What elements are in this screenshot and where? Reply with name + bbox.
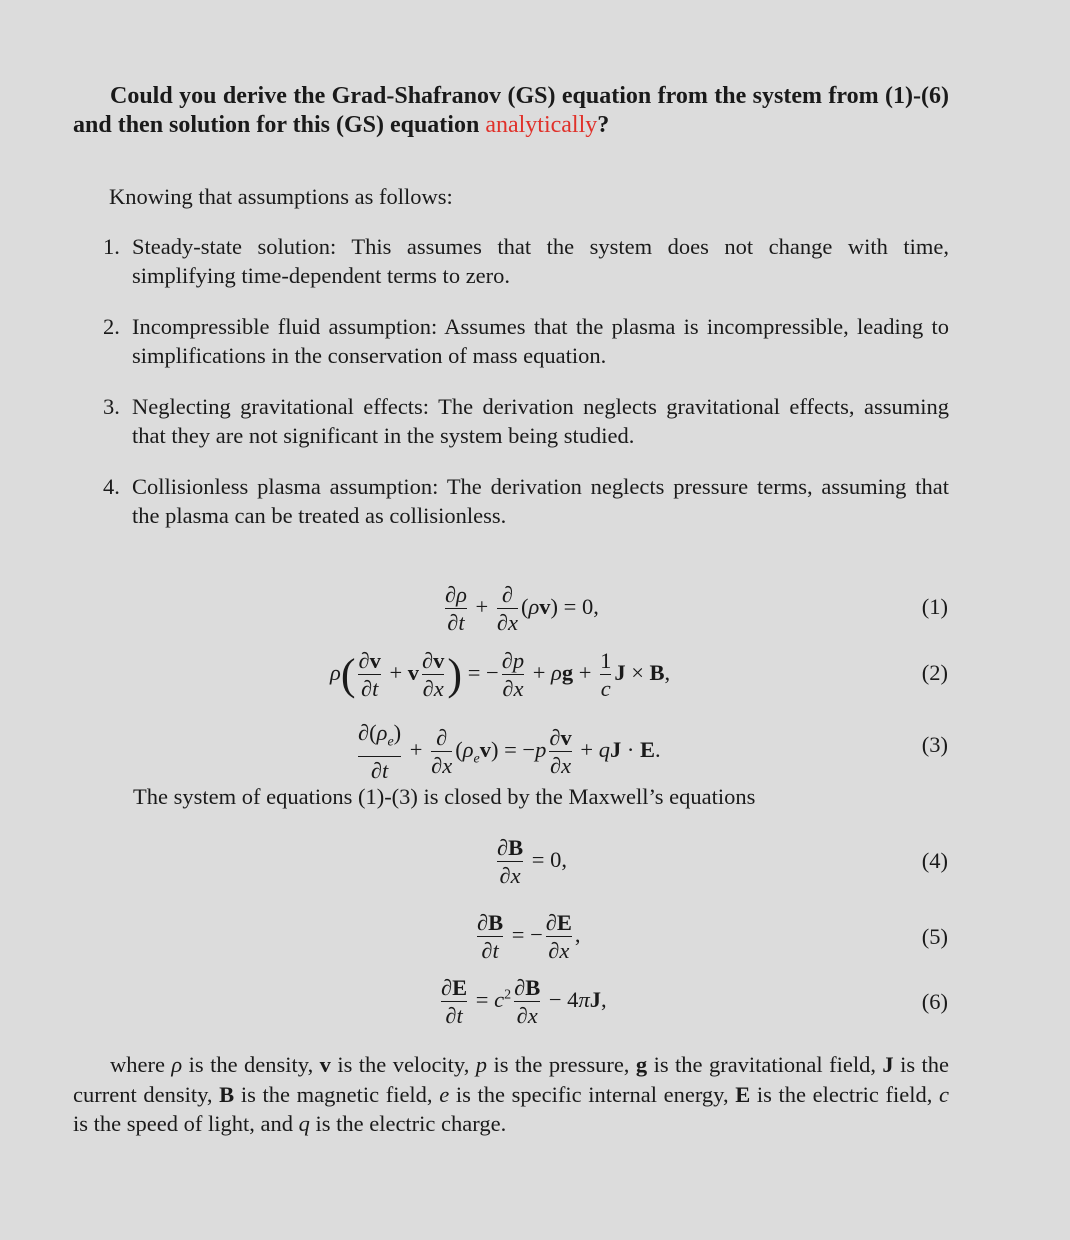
symbol-e-field: E	[735, 1081, 751, 1107]
symbol-p: p	[475, 1052, 488, 1077]
list-item-number: 4.	[103, 474, 120, 499]
list-item-number: 1.	[103, 234, 120, 259]
equation-6: $\frac{\partial E}{\partial t}$ = $c^2$ $\frac{\partial B}{\partial x}$ − 4πJ,	[441, 975, 607, 1028]
defs-text: is the pressure,	[487, 1052, 636, 1077]
symbol-j: J	[882, 1052, 894, 1077]
list-item-text: Neglecting gravitational effects: The derivation neglects gravitational effects, assuming that they are not significant in the system being studied.	[132, 394, 949, 448]
equation-number-5: (5)	[921, 924, 948, 949]
list-item-text: Collisionless plasma assumption: The derivation neglects pressure terms, assuming that the plasma can be treated as collisionless.	[132, 474, 949, 528]
list-item-text: Steady-state solution: This assumes that the system does not change with time, simplifying time-dependent terms to zero.	[132, 234, 949, 288]
defs-text: is the magnetic field,	[234, 1081, 440, 1107]
symbol-e: e	[439, 1081, 450, 1107]
equation-2: ρ( $\frac{\partial v}{\partial t}$ + v $\frac{\partial v}{\partial x}$ ) = − $\frac{\partial p}{\partial x}$ + ρg + $\frac{1}{c}$ J × B,	[330, 648, 671, 701]
defs-text: is the electric charge.	[309, 1111, 507, 1136]
list-item	[73, 392, 949, 450]
question-paragraph	[73, 82, 949, 140]
list-item-number: 2.	[103, 314, 120, 339]
assumptions-intro: Knowing that assumptions as follows:	[109, 184, 453, 209]
defs-text: is the density,	[182, 1052, 320, 1077]
equation-5: $\frac{\partial B}{\partial t}$ = − $\frac{\partial E}{\partial x}$ ,	[477, 910, 581, 963]
symbol-v: v	[319, 1052, 331, 1077]
maxwell-intro: The system of equations (1)-(3) is closed by the Maxwell’s equations	[133, 784, 756, 809]
defs-text: is the velocity,	[330, 1052, 476, 1077]
question-end: ?	[597, 112, 610, 138]
list-item	[73, 472, 949, 530]
symbol-q: q	[298, 1111, 310, 1136]
defs-text: is the current density,	[73, 1052, 950, 1107]
question-text: Could you derive the Grad-Shafranov (GS) equation from the system from (1)-(6) and then solution for this (GS) equation	[73, 83, 949, 138]
defs-text: is the electric field,	[750, 1081, 939, 1107]
defs-text: where	[110, 1052, 172, 1077]
list-item-text: Incompressible fluid assumption: Assumes that the plasma is incompressible, leading to simplifications in the conservation of mass equation.	[132, 314, 949, 368]
symbol-b: B	[219, 1081, 235, 1107]
assumptions-list	[73, 232, 949, 552]
equation-3: $\frac{\partial(\rho_e)}{\partial t}$ + $\frac{\partial}{\partial x}$ $(\rho_ev) = -p$ $\frac{\partial v}{\partial x}$ + qJ · E.	[358, 720, 661, 783]
variable-definitions	[73, 1050, 949, 1139]
symbol-g: g	[635, 1052, 648, 1077]
equation-number-2: (2)	[921, 660, 948, 685]
equation-number-3: (3)	[921, 732, 948, 757]
list-item	[73, 232, 949, 290]
list-item-number: 3.	[103, 394, 120, 419]
question-highlight: analytically	[485, 112, 598, 138]
defs-text: is the specific internal energy,	[449, 1081, 736, 1107]
equation-number-1: (1)	[921, 594, 948, 619]
defs-text: is the speed of light, and	[73, 1111, 299, 1136]
equation-number-6: (6)	[921, 989, 948, 1014]
defs-text: is the gravitational field,	[647, 1052, 883, 1077]
equation-4: $\frac{\partial B}{\partial x}$ = 0,	[497, 835, 567, 888]
equation-number-4: (4)	[921, 848, 948, 873]
equation-1: $\frac{\partial\rho}{\partial t}$ + $\frac{\partial}{\partial x}$ (ρv) = 0,	[445, 582, 599, 635]
symbol-rho: ρ	[171, 1052, 183, 1077]
list-item	[73, 312, 949, 370]
symbol-c: c	[939, 1081, 949, 1107]
